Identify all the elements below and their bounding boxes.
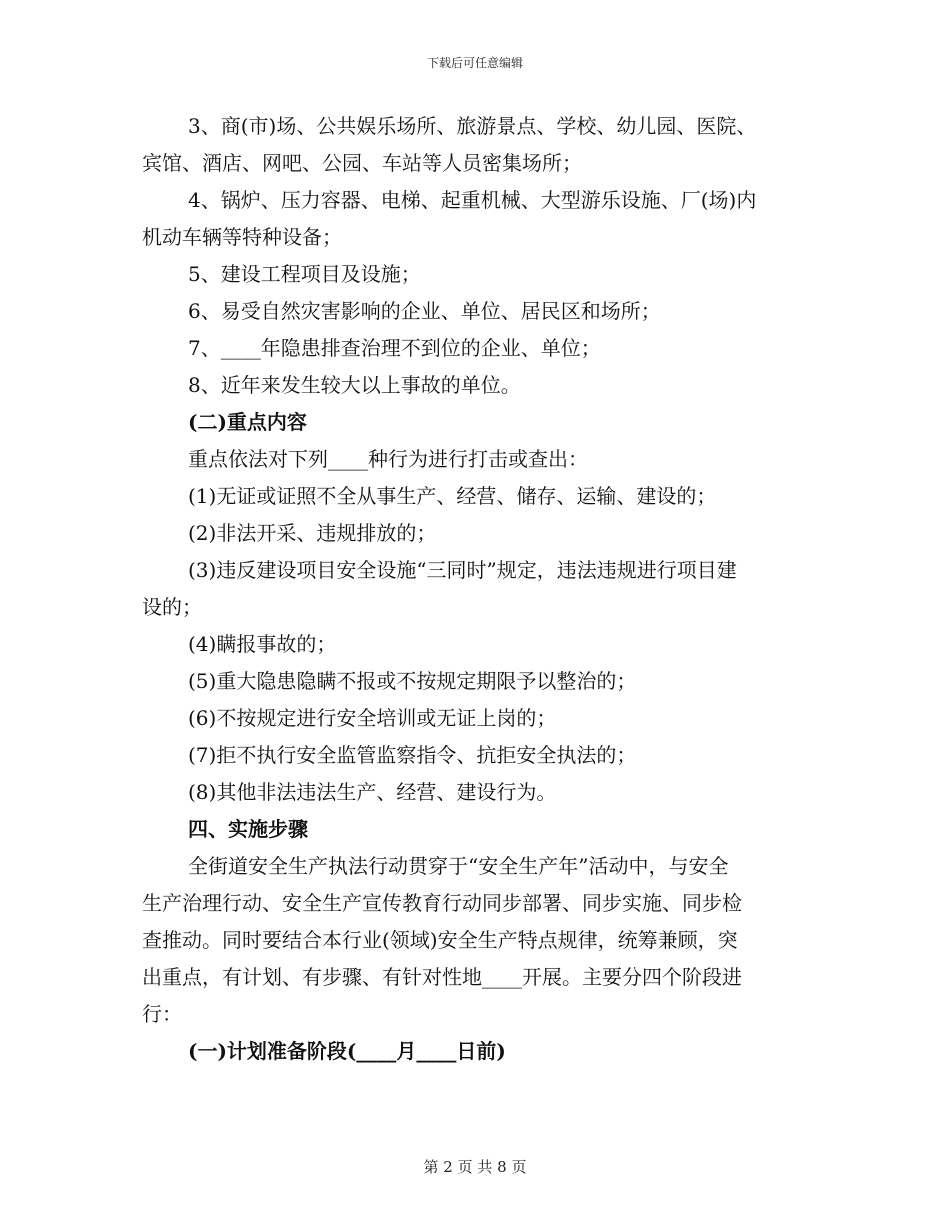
subsection-heading-planning-stage: (一)计划准备阶段(____月____日前) [188,1039,506,1063]
key-content-intro: 重点依法对下列____种行为进行打击或查出： [188,447,588,471]
implementation-paragraph-line-4: 出重点，有计划、有步骤、有针对性地____开展。主要分四个阶段进 [142,965,742,989]
list-item-5: 5、建设工程项目及设施； [188,262,421,286]
behavior-item-1: (1)无证或证照不全从事生产、经营、储存、运输、建设的； [188,484,717,508]
behavior-item-5: (5)重大隐患隐瞒不报或不按规定期限予以整治的； [188,669,637,693]
behavior-item-6: (6)不按规定进行安全培训或无证上岗的； [188,706,557,730]
implementation-paragraph-line-2: 生产治理行动、安全生产宣传教育行动同步部署、同步实施、同步检 [142,891,742,915]
list-item-7: 7、____年隐患排查治理不到位的企业、单位； [188,336,601,360]
list-item-8: 8、近年来发生较大以上事故的单位。 [188,373,521,397]
implementation-paragraph-line-3: 查推动。同时要结合本行业(领域)安全生产特点规律，统筹兼顾，突 [142,928,738,952]
implementation-paragraph-line-5: 行： [142,1002,182,1026]
page-footer: 第 2 页 共 8 页 [423,1158,527,1176]
implementation-paragraph-line-1: 全街道安全生产执法行动贯穿于“安全生产年”活动中，与安全 [188,854,729,878]
behavior-item-3-line-1: (3)违反建设项目安全设施“三同时”规定，违法违规进行项目建 [188,558,737,582]
section-heading-implementation: 四、实施步骤 [188,817,308,841]
page-header: 下载后可任意编辑 [426,56,523,70]
behavior-item-4: (4)瞒报事故的； [188,632,337,656]
list-item-3-line-1: 3、商(市)场、公共娱乐场所、旅游景点、学校、幼儿园、医院、 [188,114,757,138]
behavior-item-2: (2)非法开采、违规排放的； [188,521,437,545]
list-item-6: 6、易受自然灾害影响的企业、单位、居民区和场所； [188,299,661,323]
section-heading-key-content: (二)重点内容 [188,410,307,434]
behavior-item-8: (8)其他非法违法生产、经营、建设行为。 [188,780,557,804]
behavior-item-3-line-2: 设的； [142,595,202,619]
behavior-item-7: (7)拒不执行安全监管监察指令、抗拒安全执法的； [188,743,637,767]
document-body [142,108,810,1070]
list-item-3-line-2: 宾馆、酒店、网吧、公园、车站等人员密集场所； [142,151,582,175]
list-item-4-line-1: 4、锅炉、压力容器、电梯、起重机械、大型游乐设施、厂(场)内 [188,188,757,212]
list-item-4-line-2: 机动车辆等特种设备； [142,225,342,249]
